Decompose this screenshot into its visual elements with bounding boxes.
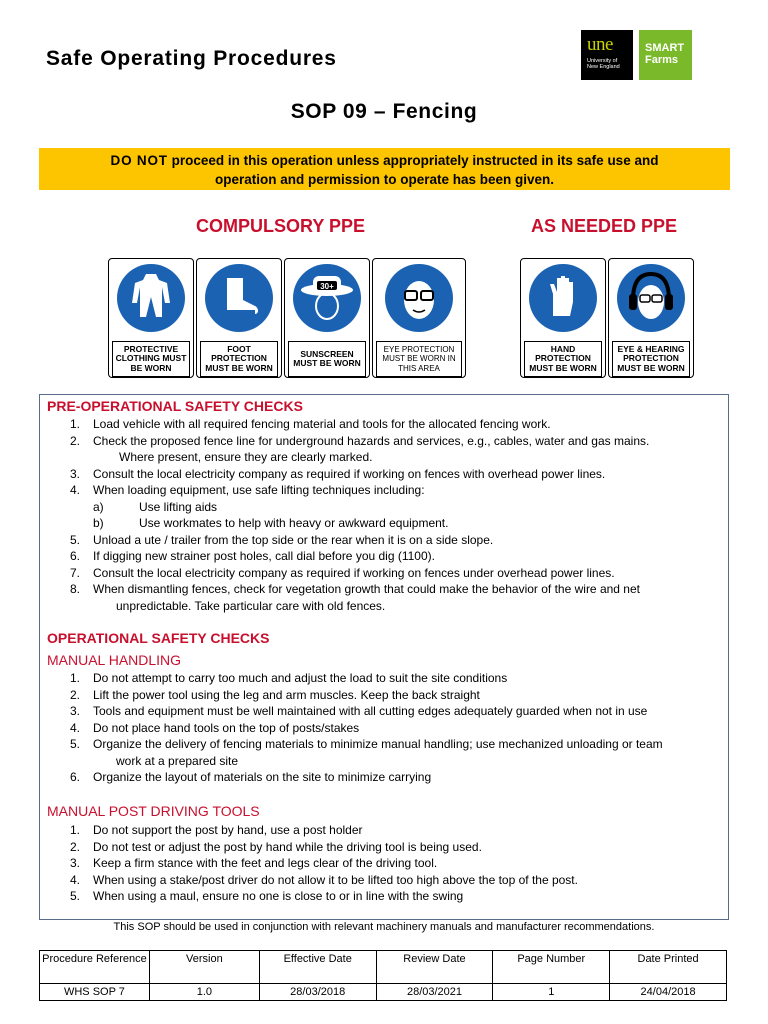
hand-protection-sign <box>520 258 606 378</box>
meta-value: WHS SOP 7 <box>40 984 150 1001</box>
eye-hearing-icon <box>617 264 685 332</box>
list-item: 3. Keep a firm stance with the feet and legs clear of the driving tool. <box>70 856 438 870</box>
meta-value: 1.0 <box>149 984 259 1001</box>
une-logo-mark: une <box>587 34 613 55</box>
protective-clothing-icon <box>117 264 185 332</box>
warning-line1: proceed in this operation unless appropriately instructed in its safe use and <box>167 153 659 168</box>
meta-header: Effective Date <box>259 951 376 984</box>
pre-operational-heading: PRE-OPERATIONAL SAFETY CHECKS <box>47 398 303 414</box>
une-logo-line2: New England <box>587 64 620 70</box>
list-item: 5. Organize the delivery of fencing materials to minimize manual handling; use mechanized unloading or team <box>70 737 663 751</box>
list-item: 1. Load vehicle with all required fencing material and tools for the allocated fencing work. <box>70 417 551 431</box>
list-item: 4. Do not place hand tools on the top of posts/stakes <box>70 720 360 735</box>
smart-farms-logo <box>639 30 692 80</box>
document-title: Safe Operating Procedures <box>46 47 337 70</box>
eye-protection-icon <box>385 264 453 332</box>
list-item: 3. Tools and equipment must be well maintained with all cutting edges adequately guarded when not in use <box>70 704 648 718</box>
list-item-continuation: unpredictable. Take particular care with old fences. <box>116 598 386 613</box>
list-item: 1. Do not support the post by hand, use a post holder <box>70 823 363 837</box>
list-item: 5. When using a maul, ensure no one is close to or in line with the swing <box>70 889 464 903</box>
manual-handling-heading: MANUAL HANDLING <box>47 652 182 668</box>
meta-value-row <box>40 984 727 1001</box>
smart-farms-line2: Farms <box>645 54 679 66</box>
list-sub-item: b) Use workmates to help with heavy or awkward equipment. <box>93 516 449 530</box>
pre-operational-list <box>70 416 649 614</box>
document-meta-table <box>39 950 727 1001</box>
gloves-icon <box>529 264 597 332</box>
warning-line2: operation and permission to operate has been given. <box>214 172 555 187</box>
meta-value: 1 <box>493 984 610 1001</box>
compulsory-ppe-heading: COMPULSORY PPE <box>196 216 366 236</box>
list-item: 2. Lift the power tool using the leg and arm muscles. Keep the back straight <box>70 687 480 702</box>
sign-label: EYE PROTECTION MUST BE WORN IN THIS AREA <box>376 341 462 377</box>
list-item: 2. Do not test or adjust the post by hand while the driving tool is being used. <box>70 839 482 854</box>
operational-heading: OPERATIONAL SAFETY CHECKS <box>47 630 270 646</box>
list-item: 4. When using a stake/post driver do not allow it to be lifted too high above the top of the post. <box>70 872 578 887</box>
meta-header-row <box>40 951 727 984</box>
sunscreen-badge: 30+ <box>320 282 334 291</box>
list-sub-item: a) Use lifting aids <box>93 499 218 514</box>
list-item: 2. Check the proposed fence line for underground hazards and services, e.g., cables, water and gas mains. <box>70 433 650 448</box>
protective-clothing-sign <box>108 258 194 378</box>
list-item: 6. Organize the layout of materials on the site to minimize carrying <box>70 770 432 784</box>
warning-prefix: DO NOT <box>110 153 168 168</box>
as-needed-ppe-heading: AS NEEDED PPE <box>531 216 678 236</box>
sunscreen-hat-icon <box>293 264 361 332</box>
meta-header: Review Date <box>376 951 493 984</box>
footer-note: This SOP should be used in conjunction with relevant machinery manuals and manufacturer recommendations. <box>113 921 655 933</box>
meta-header: Page Number <box>493 951 610 984</box>
boot-icon <box>205 264 273 332</box>
list-item: 5. Unload a ute / trailer from the top side or the rear when it is on a side slope. <box>70 532 494 547</box>
meta-value: 24/04/2018 <box>610 984 727 1001</box>
eye-hearing-protection-sign <box>608 258 694 378</box>
list-item: 3. Consult the local electricity company as required if working on fences with overhead power lines. <box>70 466 606 481</box>
list-item: 4. When loading equipment, use safe lifting techniques including: <box>70 483 425 497</box>
sign-label: EYE & HEARING PROTECTION MUST BE WORN <box>612 341 690 377</box>
manual-handling-list <box>70 670 663 786</box>
list-item: 8. When dismantling fences, check for vegetation growth that could make the behavior of the wire and net <box>70 582 640 596</box>
meta-header: Procedure Reference <box>40 951 150 984</box>
list-item-continuation: Where present, ensure they are clearly marked. <box>119 450 373 464</box>
eye-protection-sign <box>372 258 466 378</box>
une-logo-line1: University of <box>587 58 618 64</box>
list-item: 6. If digging new strainer post holes, call dial before you dig (1100). <box>70 549 435 563</box>
sign-label: HAND PROTECTION MUST BE WORN <box>524 341 602 377</box>
post-driving-tools-list <box>70 822 578 905</box>
sunscreen-sign <box>284 258 370 378</box>
post-driving-tools-heading: MANUAL POST DRIVING TOOLS <box>47 803 260 819</box>
sign-label: PROTECTIVE CLOTHING MUST BE WORN <box>112 341 190 377</box>
smart-farms-line1: SMART <box>645 42 685 54</box>
list-item: 7. Consult the local electricity company as required if working on fences under overhead power lines. <box>70 565 615 580</box>
sign-label: SUNSCREEN MUST BE WORN <box>288 341 366 377</box>
meta-header: Version <box>149 951 259 984</box>
meta-value: 28/03/2021 <box>376 984 493 1001</box>
sop-title: SOP 09 – Fencing <box>290 100 478 123</box>
foot-protection-sign <box>196 258 282 378</box>
list-item-continuation: work at a prepared site <box>116 753 239 768</box>
meta-value: 28/03/2018 <box>259 984 376 1001</box>
list-item: 1. Do not attempt to carry too much and adjust the load to suit the site conditions <box>70 671 508 685</box>
meta-header: Date Printed <box>610 951 727 984</box>
une-logo <box>581 30 633 80</box>
warning-banner <box>39 148 730 190</box>
sign-label: FOOT PROTECTION MUST BE WORN <box>200 341 278 377</box>
